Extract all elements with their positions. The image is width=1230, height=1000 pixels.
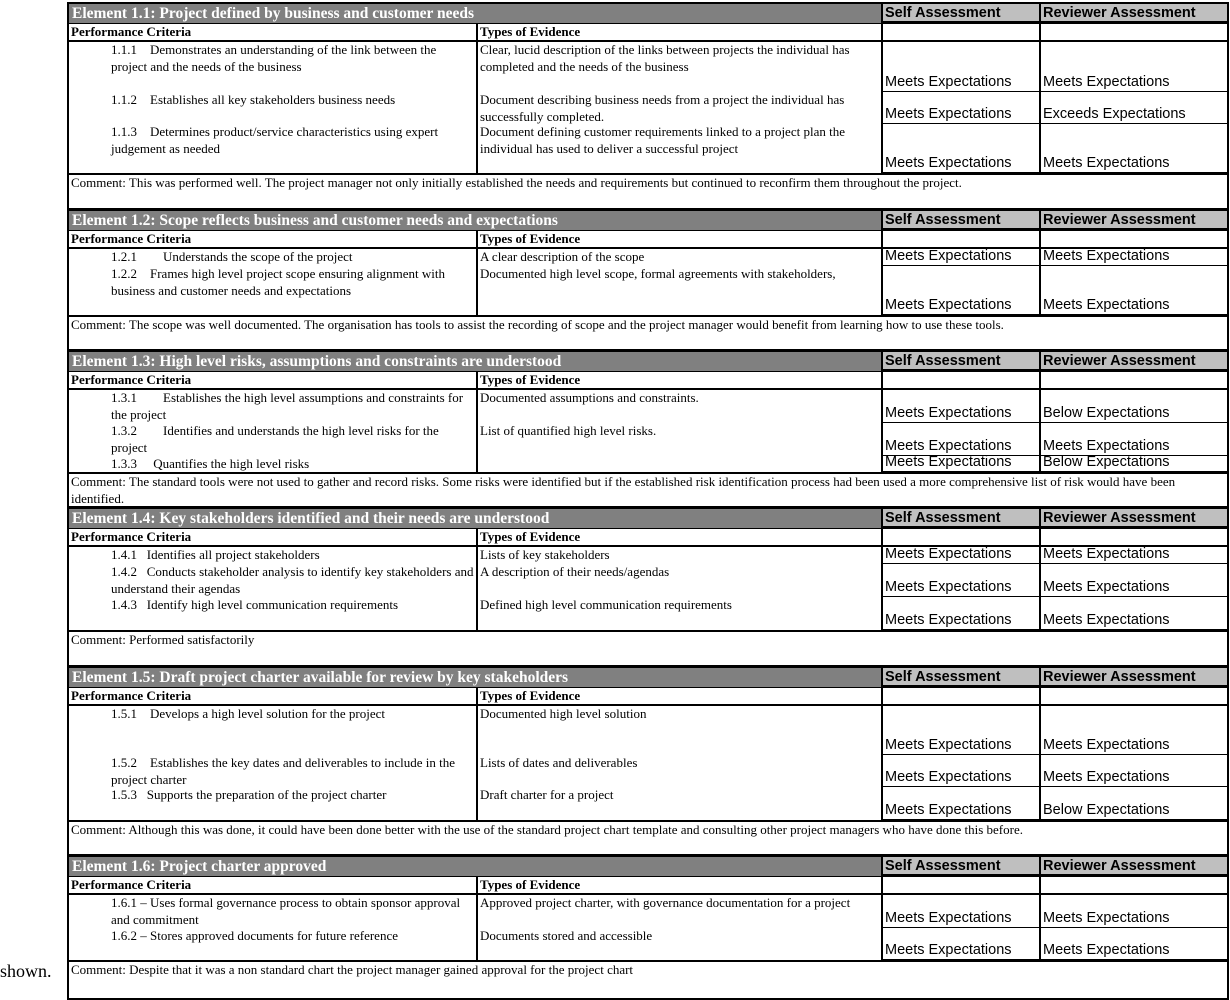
criteria-row — [69, 755, 1227, 787]
reviewer-assessment-blank — [1039, 877, 1227, 893]
comment: Comment: This was performed well. The project manager not only initially established the needs and requirements but continued to reconfirm them throughout the project. — [69, 173, 1227, 208]
reviewer-assessment-value: Meets Expectations — [1039, 266, 1227, 315]
criteria-row — [69, 547, 1227, 564]
reviewer-assessment-blank — [1039, 372, 1227, 388]
reviewer-assessment-value: Meets Expectations — [1039, 895, 1227, 928]
self-assessment-blank — [881, 877, 1039, 893]
criteria-row — [69, 456, 1227, 472]
reviewer-assessment-header: Reviewer Assessment — [1039, 211, 1227, 230]
self-assessment-header: Self Assessment — [881, 509, 1039, 528]
performance-criteria-header: Performance Criteria — [71, 24, 192, 39]
evidence-text: Approved project charter, with governance documentation for a project — [476, 895, 881, 928]
criteria-text: 1.3.3 Quantifies the high level risks — [111, 456, 310, 471]
self-assessment-value: Meets Expectations — [881, 787, 1039, 820]
evidence-text: Documented assumptions and constraints. — [476, 390, 881, 423]
evidence-text: Defined high level communication requirements — [476, 597, 881, 630]
evidence-text: Lists of key stakeholders — [476, 547, 881, 564]
column-header-row — [69, 23, 1227, 42]
criteria-row — [69, 928, 1227, 960]
reviewer-assessment-header: Reviewer Assessment — [1039, 4, 1227, 23]
element-title-row — [69, 4, 1227, 23]
criteria-text: 1.4.2 Conducts stakeholder analysis to identify key stakeholders and understand their agendas — [111, 564, 474, 596]
reviewer-assessment-value: Meets Expectations — [1039, 564, 1227, 597]
types-of-evidence-header: Types of Evidence — [476, 372, 881, 388]
criteria-text: 1.3.1 Establishes the high level assumptions and constraints for the project — [111, 390, 464, 422]
criteria-row — [69, 564, 1227, 597]
column-header-row — [69, 876, 1227, 895]
self-assessment-value: Meets Expectations — [881, 92, 1039, 124]
self-assessment-value: Meets Expectations — [881, 928, 1039, 960]
criteria-text: 1.3.2 Identifies and understands the high level risks for the project — [111, 423, 439, 455]
reviewer-assessment-value: Meets Expectations — [1039, 706, 1227, 755]
element-title: Element 1.1: Project defined by business and customer needs — [69, 4, 881, 23]
reviewer-assessment-blank — [1039, 231, 1227, 247]
criteria-row — [69, 423, 1227, 456]
element-title-row — [69, 211, 1227, 230]
self-assessment-blank — [881, 24, 1039, 40]
reviewer-assessment-value: Meets Expectations — [1039, 249, 1227, 266]
self-assessment-value: Meets Expectations — [881, 124, 1039, 173]
types-of-evidence-header: Types of Evidence — [476, 877, 881, 893]
reviewer-assessment-value: Below Expectations — [1039, 787, 1227, 820]
evidence-text: Documents stored and accessible — [476, 928, 881, 960]
criteria-text: 1.1.3 Determines product/service characteristics using expert judgement as needed — [111, 124, 439, 156]
element-title-row — [69, 857, 1227, 876]
assessment-element — [67, 506, 1229, 665]
comment: Comment: Although this was done, it could have been done better with the use of the standard project chart template and consulting other project managers who have done this before. — [69, 820, 1227, 854]
self-assessment-value: Meets Expectations — [881, 249, 1039, 266]
reviewer-assessment-value: Meets Expectations — [1039, 547, 1227, 564]
self-assessment-blank — [881, 688, 1039, 704]
self-assessment-header: Self Assessment — [881, 211, 1039, 230]
criteria-text: 1.1.1 Demonstrates an understanding of the link between the project and the needs of the business — [111, 42, 437, 74]
column-header-row — [69, 687, 1227, 706]
column-header-row — [69, 528, 1227, 547]
types-of-evidence-header: Types of Evidence — [476, 231, 881, 247]
comment: Comment: Performed satisfactorily — [69, 630, 1227, 665]
trailing-text: shown. — [0, 961, 52, 981]
criteria-row — [69, 92, 1227, 124]
column-header-row — [69, 230, 1227, 249]
evidence-text — [476, 456, 881, 472]
reviewer-assessment-blank — [1039, 529, 1227, 545]
evidence-text: Documented high level scope, formal agreements with stakeholders, — [476, 266, 881, 315]
self-assessment-blank — [881, 529, 1039, 545]
evidence-text: Document describing business needs from a project the individual has successfully completed. — [476, 92, 881, 124]
reviewer-assessment-value: Meets Expectations — [1039, 755, 1227, 787]
element-title-row — [69, 668, 1227, 687]
assessment-element — [67, 665, 1229, 854]
self-assessment-value: Meets Expectations — [881, 547, 1039, 564]
self-assessment-header: Self Assessment — [881, 4, 1039, 23]
element-title-row — [69, 509, 1227, 528]
evidence-text: Documented high level solution — [476, 706, 881, 755]
reviewer-assessment-header: Reviewer Assessment — [1039, 857, 1227, 876]
comment: Comment: The standard tools were not used to gather and record risks. Some risks were identified but if the established risk identification process had been used a more comprehensive list of risk would have been identified. — [69, 472, 1227, 506]
criteria-text: 1.6.2 – Stores approved documents for future reference — [111, 928, 398, 943]
evidence-text: Document defining customer requirements linked to a project plan the individual has used to deliver a successful project — [476, 124, 881, 173]
comment: Comment: Despite that it was a non standard chart the project manager gained approval for the project chart — [69, 960, 1227, 998]
self-assessment-blank — [881, 372, 1039, 388]
assessment-sheet — [67, 2, 1229, 1000]
self-assessment-value: Meets Expectations — [881, 597, 1039, 630]
self-assessment-header: Self Assessment — [881, 352, 1039, 371]
reviewer-assessment-value: Meets Expectations — [1039, 423, 1227, 456]
criteria-row — [69, 787, 1227, 820]
assessment-element — [67, 2, 1229, 208]
criteria-row — [69, 249, 1227, 266]
evidence-text: Clear, lucid description of the links between projects the individual has completed and the needs of the business — [476, 42, 881, 92]
self-assessment-value: Meets Expectations — [881, 42, 1039, 92]
reviewer-assessment-header: Reviewer Assessment — [1039, 509, 1227, 528]
performance-criteria-header: Performance Criteria — [71, 529, 192, 544]
criteria-row — [69, 706, 1227, 755]
criteria-row — [69, 42, 1227, 92]
evidence-text: A clear description of the scope — [476, 249, 881, 266]
self-assessment-value: Meets Expectations — [881, 895, 1039, 928]
element-title: Element 1.3: High level risks, assumptions and constraints are understood — [69, 352, 881, 371]
criteria-text: 1.1.2 Establishes all key stakeholders business needs — [111, 92, 396, 107]
performance-criteria-header: Performance Criteria — [71, 231, 192, 246]
assessment-element — [67, 854, 1229, 1000]
evidence-text: Lists of dates and deliverables — [476, 755, 881, 787]
self-assessment-value: Meets Expectations — [881, 755, 1039, 787]
criteria-text: 1.5.1 Develops a high level solution for the project — [111, 706, 386, 721]
self-assessment-header: Self Assessment — [881, 857, 1039, 876]
self-assessment-value: Meets Expectations — [881, 390, 1039, 423]
assessment-element — [67, 208, 1229, 349]
criteria-row — [69, 895, 1227, 928]
self-assessment-value: Meets Expectations — [881, 423, 1039, 456]
element-title-row — [69, 352, 1227, 371]
types-of-evidence-header: Types of Evidence — [476, 688, 881, 704]
criteria-text: 1.4.1 Identifies all project stakeholders — [111, 547, 320, 562]
reviewer-assessment-value: Below Expectations — [1039, 390, 1227, 423]
column-header-row — [69, 371, 1227, 390]
reviewer-assessment-value: Meets Expectations — [1039, 42, 1227, 92]
criteria-row — [69, 266, 1227, 315]
criteria-text: 1.2.2 Frames high level project scope ensuring alignment with business and customer needs and expectations — [111, 266, 445, 298]
performance-criteria-header: Performance Criteria — [71, 688, 192, 703]
criteria-row — [69, 390, 1227, 423]
performance-criteria-header: Performance Criteria — [71, 372, 192, 387]
reviewer-assessment-blank — [1039, 24, 1227, 40]
evidence-text: A description of their needs/agendas — [476, 564, 881, 597]
self-assessment-blank — [881, 231, 1039, 247]
criteria-row — [69, 597, 1227, 630]
criteria-text: 1.5.2 Establishes the key dates and deliverables to include in the project charter — [111, 755, 456, 787]
reviewer-assessment-value: Meets Expectations — [1039, 597, 1227, 630]
criteria-text: 1.5.3 Supports the preparation of the project charter — [111, 787, 387, 802]
element-title: Element 1.5: Draft project charter available for review by key stakeholders — [69, 668, 881, 687]
reviewer-assessment-value: Meets Expectations — [1039, 928, 1227, 960]
reviewer-assessment-value: Meets Expectations — [1039, 124, 1227, 173]
self-assessment-value: Meets Expectations — [881, 564, 1039, 597]
self-assessment-value: Meets Expectations — [881, 266, 1039, 315]
self-assessment-value: Meets Expectations — [881, 706, 1039, 755]
reviewer-assessment-blank — [1039, 688, 1227, 704]
reviewer-assessment-value: Exceeds Expectations — [1039, 92, 1227, 124]
types-of-evidence-header: Types of Evidence — [476, 24, 881, 40]
self-assessment-header: Self Assessment — [881, 668, 1039, 687]
evidence-text: List of quantified high level risks. — [476, 423, 881, 456]
performance-criteria-header: Performance Criteria — [71, 877, 192, 892]
self-assessment-value: Meets Expectations — [881, 456, 1039, 472]
criteria-text: 1.4.3 Identify high level communication requirements — [111, 597, 399, 612]
types-of-evidence-header: Types of Evidence — [476, 529, 881, 545]
element-title: Element 1.4: Key stakeholders identified and their needs are understood — [69, 509, 881, 528]
element-title: Element 1.6: Project charter approved — [69, 857, 881, 876]
criteria-text: 1.6.1 – Uses formal governance process to obtain sponsor approval and commitment — [111, 895, 461, 927]
reviewer-assessment-header: Reviewer Assessment — [1039, 352, 1227, 371]
evidence-text: Draft charter for a project — [476, 787, 881, 820]
reviewer-assessment-header: Reviewer Assessment — [1039, 668, 1227, 687]
criteria-row — [69, 124, 1227, 173]
reviewer-assessment-value: Below Expectations — [1039, 456, 1227, 472]
comment: Comment: The scope was well documented. The organisation has tools to assist the recording of scope and the project manager would benefit from learning how to use these tools. — [69, 315, 1227, 349]
element-title: Element 1.2: Scope reflects business and customer needs and expectations — [69, 211, 881, 230]
criteria-text: 1.2.1 Understands the scope of the project — [111, 249, 353, 264]
assessment-element — [67, 349, 1229, 506]
